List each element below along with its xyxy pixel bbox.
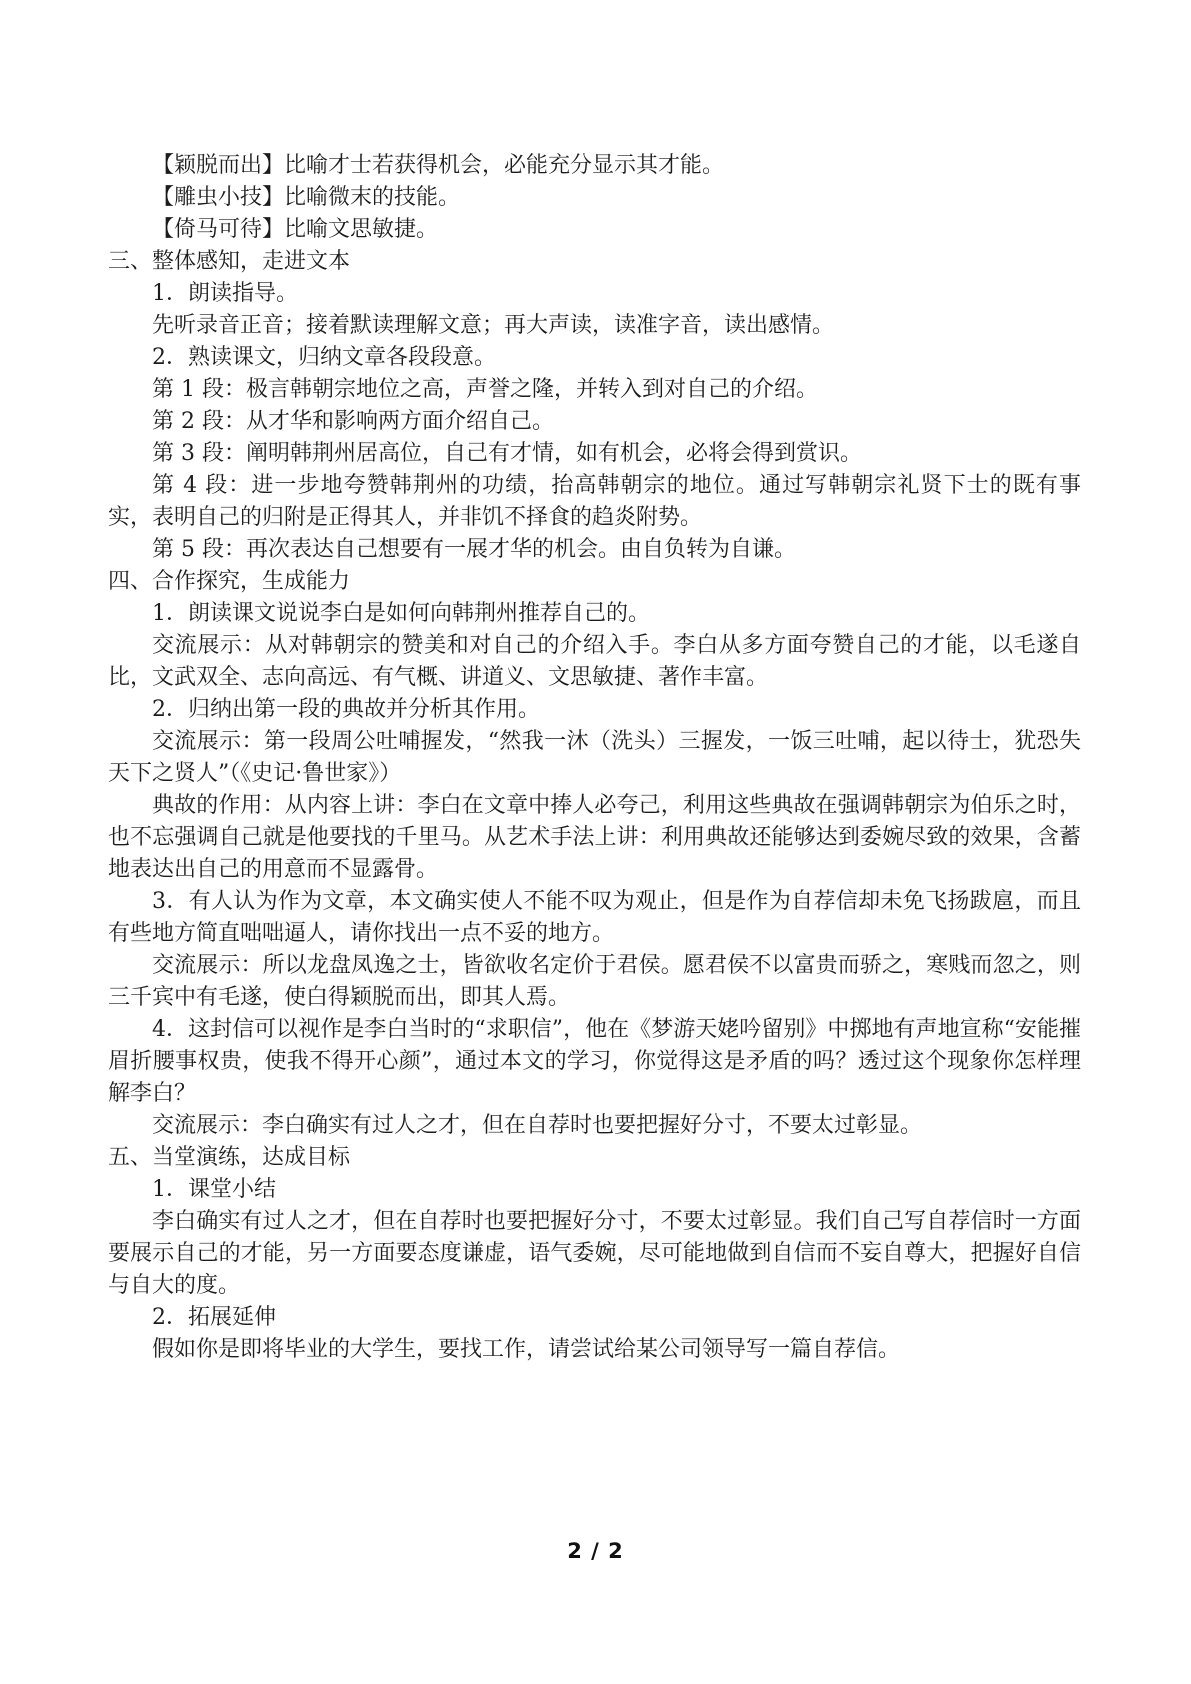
list-item: 2．归纳出第一段的典故并分析其作用。 — [152, 697, 540, 722]
document-body — [108, 150, 1081, 1366]
list-item: 1．课堂小结 — [152, 1177, 276, 1202]
paragraph: 先听录音正音；接着默读理解文意；再大声读，读准字音，读出感情。 — [152, 313, 835, 338]
paragraph: 第 2 段：从才华和影响两方面介绍自己。 — [152, 409, 554, 434]
list-item: 2．拓展延伸 — [152, 1305, 276, 1330]
paragraph: 交流展示：李白确实有过人之才，但在自荐时也要把握好分寸，不要太过彰显。 — [152, 1113, 923, 1138]
paragraph: 第 5 段：再次表达自己想要有一展才华的机会。由自负转为自谦。 — [152, 537, 796, 562]
list-item: 2．熟读课文，归纳文章各段段意。 — [152, 345, 496, 370]
section-heading: 五、当堂演练，达成目标 — [108, 1145, 351, 1170]
list-item: 1．朗读课文说说李白是如何向韩荆州推荐自己的。 — [152, 601, 650, 626]
section-heading: 四、合作探究，生成能力 — [108, 569, 351, 594]
paragraph: 交流展示：从对韩朝宗的赞美和对自己的介绍入手。李白从多方面夸赞自己的才能，以毛遂自比，文武双全、志向高远、有气概、讲道义、文思敏捷、著作丰富。 — [108, 633, 1081, 690]
glossary-entry: 【倚马可待】比喻文思敏捷。 — [152, 217, 439, 242]
list-item: 3．有人认为作为文章，本文确实使人不能不叹为观止，但是作为自荐信却未免飞扬跋扈，而且有些地方简直咄咄逼人，请你找出一点不妥的地方。 — [108, 889, 1081, 946]
paragraph: 第 3 段：阐明韩荆州居高位，自己有才情，如有机会，必将会得到赏识。 — [152, 441, 862, 466]
glossary-entry: 【颖脱而出】比喻才士若获得机会，必能充分显示其才能。 — [152, 153, 725, 178]
paragraph: 第 1 段：极言韩朝宗地位之高，声誉之隆，并转入到对自己的介绍。 — [152, 377, 818, 402]
paragraph: 交流展示：所以龙盘凤逸之士，皆欲收名定价于君侯。愿君侯不以富贵而骄之，寒贱而忽之，则三千宾中有毛遂，使白得颖脱而出，即其人焉。 — [108, 953, 1081, 1010]
glossary-entry: 【雕虫小技】比喻微末的技能。 — [152, 185, 461, 210]
paragraph: 交流展示：第一段周公吐哺握发，“然我一沐（洗头）三握发，一饭三吐哺，起以待士，犹恐失天下之贤人”（《史记·鲁世家》） — [108, 729, 1081, 786]
paragraph: 典故的作用：从内容上讲：李白在文章中捧人必夸己，利用这些典故在强调韩朝宗为伯乐之时，也不忘强调自己就是他要找的千里马。从艺术手法上讲：利用典故还能够达到委婉尽致的效果，含蓄地表达出自己的用意而不显露骨。 — [108, 793, 1081, 882]
list-item: 4．这封信可以视作是李白当时的“求职信”，他在《梦游天姥吟留别》中掷地有声地宣称“安能摧眉折腰事权贵，使我不得开心颜”，通过本文的学习，你觉得这是矛盾的吗？透过这个现象你怎样理解李白？ — [108, 1017, 1081, 1106]
paragraph: 李白确实有过人之才，但在自荐时也要把握好分寸，不要太过彰显。我们自己写自荐信时一方面要展示自己的才能，另一方面要态度谦虚，语气委婉，尽可能地做到自信而不妄自尊大，把握好自信与自大的度。 — [108, 1209, 1081, 1298]
paragraph: 第 4 段：进一步地夸赞韩荆州的功绩，抬高韩朝宗的地位。通过写韩朝宗礼贤下士的既有事实，表明自己的归附是正得其人，并非饥不择食的趋炎附势。 — [108, 473, 1081, 530]
section-heading: 三、整体感知，走进文本 — [108, 249, 351, 274]
paragraph: 假如你是即将毕业的大学生，要找工作，请尝试给某公司领导写一篇自荐信。 — [152, 1337, 901, 1362]
page-number: 2 / 2 — [567, 1539, 624, 1563]
list-item: 1．朗读指导。 — [152, 281, 298, 306]
